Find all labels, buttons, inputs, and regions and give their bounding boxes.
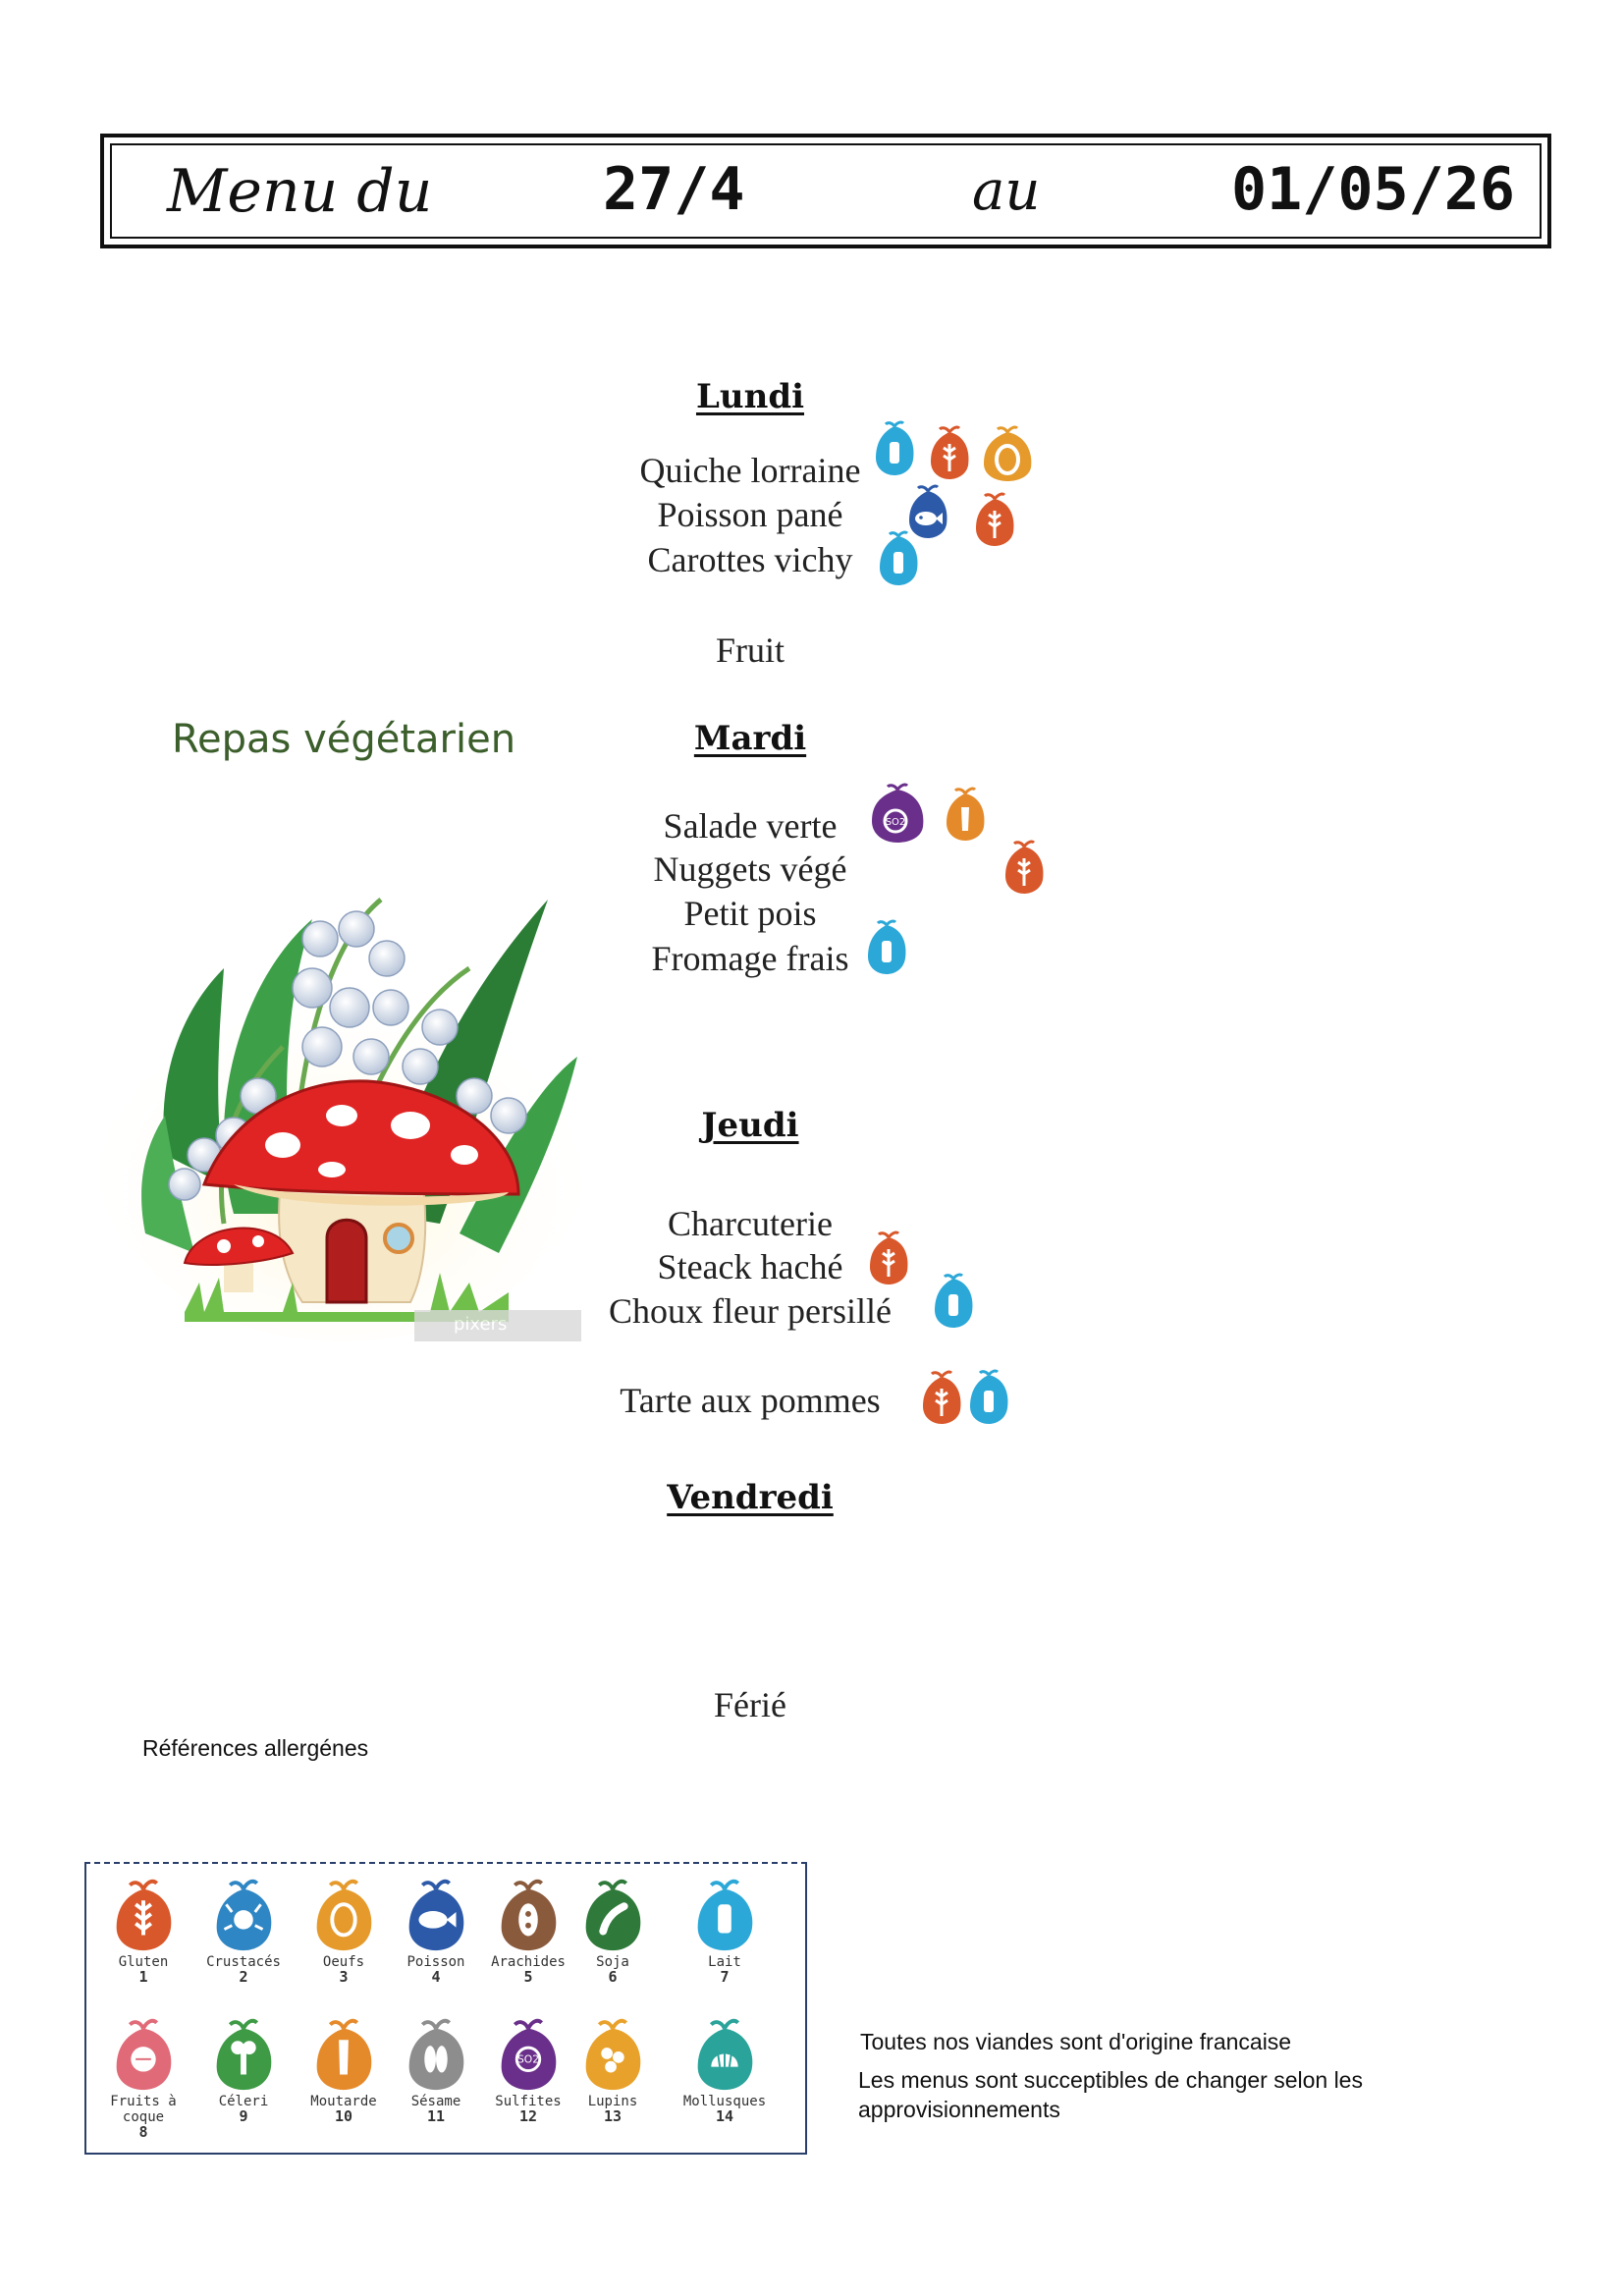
soy-icon bbox=[577, 1872, 648, 1954]
wheat-icon bbox=[972, 491, 1017, 548]
allergen-name: Sésame bbox=[410, 2094, 461, 2109]
dish-tuesday-3: Petit pois bbox=[683, 894, 817, 933]
day-title-friday: Vendredi bbox=[667, 1478, 834, 1517]
allergen-name: Céleri bbox=[218, 2094, 269, 2109]
mushroom-house-illustration bbox=[86, 860, 581, 1341]
allergen-legend-item bbox=[194, 1872, 293, 1985]
allergen-name: Gluten bbox=[118, 1954, 169, 1970]
dish-tuesday-1: Salade verte bbox=[663, 806, 838, 846]
allergen-name: Crustacés bbox=[206, 1954, 281, 1970]
sulfite-icon bbox=[868, 782, 927, 845]
allergen-name: Poisson bbox=[406, 1954, 465, 1970]
allergen-legend-item bbox=[479, 1872, 577, 1985]
watermark: pixers bbox=[414, 1310, 581, 1341]
allergen-legend-item bbox=[194, 2011, 293, 2124]
allergen-number: 10 bbox=[334, 2107, 353, 2125]
celery-icon bbox=[208, 2011, 279, 2094]
milk-icon bbox=[931, 1273, 976, 1330]
allergen-name: Oeufs bbox=[322, 1954, 365, 1970]
milk-icon bbox=[966, 1369, 1011, 1426]
dish-thursday-4: Tarte aux pommes bbox=[620, 1381, 881, 1420]
fish-icon bbox=[401, 1872, 471, 1954]
allergen-number: 6 bbox=[608, 1968, 618, 1986]
day-title-monday: Lundi bbox=[695, 377, 805, 416]
date-connector: au bbox=[972, 159, 1041, 223]
wheat-icon bbox=[927, 424, 972, 481]
origin-note: Toutes nos viandes sont d'origine francaise bbox=[860, 2029, 1292, 2054]
wheat-icon bbox=[108, 1872, 179, 1954]
allergen-number: 13 bbox=[603, 2107, 623, 2125]
allergen-number: 3 bbox=[339, 1968, 349, 1986]
lupin-icon bbox=[577, 2011, 648, 2094]
date-to: 01/05/26 bbox=[1231, 155, 1515, 224]
allergen-number: 11 bbox=[426, 2107, 446, 2125]
sulfite-icon bbox=[493, 2011, 564, 2094]
milk-icon bbox=[872, 420, 917, 477]
nut-icon bbox=[108, 2011, 179, 2094]
allergen-legend-item bbox=[676, 2011, 774, 2124]
milk-icon bbox=[864, 919, 909, 976]
peanut-icon bbox=[493, 1872, 564, 1954]
dish-friday-1: Férié bbox=[714, 1685, 786, 1724]
egg-icon bbox=[980, 424, 1035, 483]
wheat-icon bbox=[919, 1369, 964, 1426]
sesame-icon bbox=[401, 2011, 471, 2094]
dish-monday-3: Carottes vichy bbox=[647, 540, 853, 579]
menu-label: Menu du bbox=[167, 157, 433, 226]
dish-tuesday-2: Nuggets végé bbox=[653, 849, 847, 889]
dish-tuesday-4: Fromage frais bbox=[651, 939, 849, 978]
changes-note: Les menus sont succeptibles de changer selon les approvisionnements bbox=[858, 2067, 1363, 2122]
milk-icon bbox=[689, 1872, 760, 1954]
shell-icon bbox=[689, 2011, 760, 2094]
allergen-number: 7 bbox=[720, 1968, 730, 1986]
egg-icon bbox=[308, 1872, 379, 1954]
menu-header bbox=[100, 134, 1551, 248]
allergen-legend-title: Références allergénes bbox=[142, 1735, 369, 1761]
allergen-name: Soja bbox=[596, 1954, 629, 1970]
dish-monday-1: Quiche lorraine bbox=[639, 451, 861, 490]
allergen-legend-item bbox=[94, 1872, 192, 1985]
allergen-name: Lait bbox=[708, 1954, 741, 1970]
dish-monday-2: Poisson pané bbox=[657, 495, 843, 534]
dish-thursday-3: Choux fleur persillé bbox=[609, 1291, 892, 1331]
allergen-number: 12 bbox=[518, 2107, 538, 2125]
allergen-legend-item bbox=[479, 2011, 577, 2124]
allergen-number: 4 bbox=[431, 1968, 441, 1986]
allergen-number: 2 bbox=[239, 1968, 248, 1986]
allergen-legend-item bbox=[564, 1872, 662, 1985]
milk-icon bbox=[876, 530, 921, 587]
dish-thursday-2: Steack haché bbox=[657, 1247, 843, 1286]
allergen-name: Mollusques bbox=[682, 2094, 767, 2109]
allergen-name: Lupins bbox=[587, 2094, 638, 2109]
allergen-legend-item bbox=[295, 2011, 393, 2124]
allergen-legend-item bbox=[295, 1872, 393, 1985]
dish-monday-4: Fruit bbox=[715, 630, 785, 670]
allergen-legend-item bbox=[387, 2011, 485, 2124]
day-title-tuesday: Mardi bbox=[693, 719, 807, 758]
allergen-name: Moutarde bbox=[310, 2094, 377, 2109]
allergen-legend-item bbox=[94, 2011, 192, 2140]
allergen-number: 14 bbox=[715, 2107, 734, 2125]
allergen-legend-item bbox=[387, 1872, 485, 1985]
day-title-thursday: Jeudi bbox=[701, 1106, 799, 1145]
wheat-icon bbox=[1001, 839, 1047, 896]
allergen-number: 9 bbox=[239, 2107, 248, 2125]
mustard-icon bbox=[943, 786, 988, 843]
allergen-name: Arachides bbox=[491, 1954, 566, 1970]
allergen-legend-item bbox=[564, 2011, 662, 2124]
crab-icon bbox=[208, 1872, 279, 1954]
allergen-legend bbox=[84, 1862, 807, 2155]
allergen-number: 5 bbox=[523, 1968, 533, 1986]
date-from: 27/4 bbox=[603, 155, 745, 224]
svg-text:SO2: SO2 bbox=[885, 817, 906, 828]
wheat-icon bbox=[866, 1230, 911, 1286]
allergen-name: Fruits à coque bbox=[110, 2094, 177, 2125]
dish-thursday-1: Charcuterie bbox=[668, 1204, 833, 1243]
vegetarian-label: Repas végétarien bbox=[172, 717, 516, 762]
svg-text:SO2: SO2 bbox=[516, 2052, 540, 2066]
allergen-number: 8 bbox=[138, 2123, 148, 2141]
allergen-legend-item bbox=[676, 1872, 774, 1985]
mustard-icon bbox=[308, 2011, 379, 2094]
allergen-name: Sulfites bbox=[495, 2094, 562, 2109]
allergen-number: 1 bbox=[138, 1968, 148, 1986]
